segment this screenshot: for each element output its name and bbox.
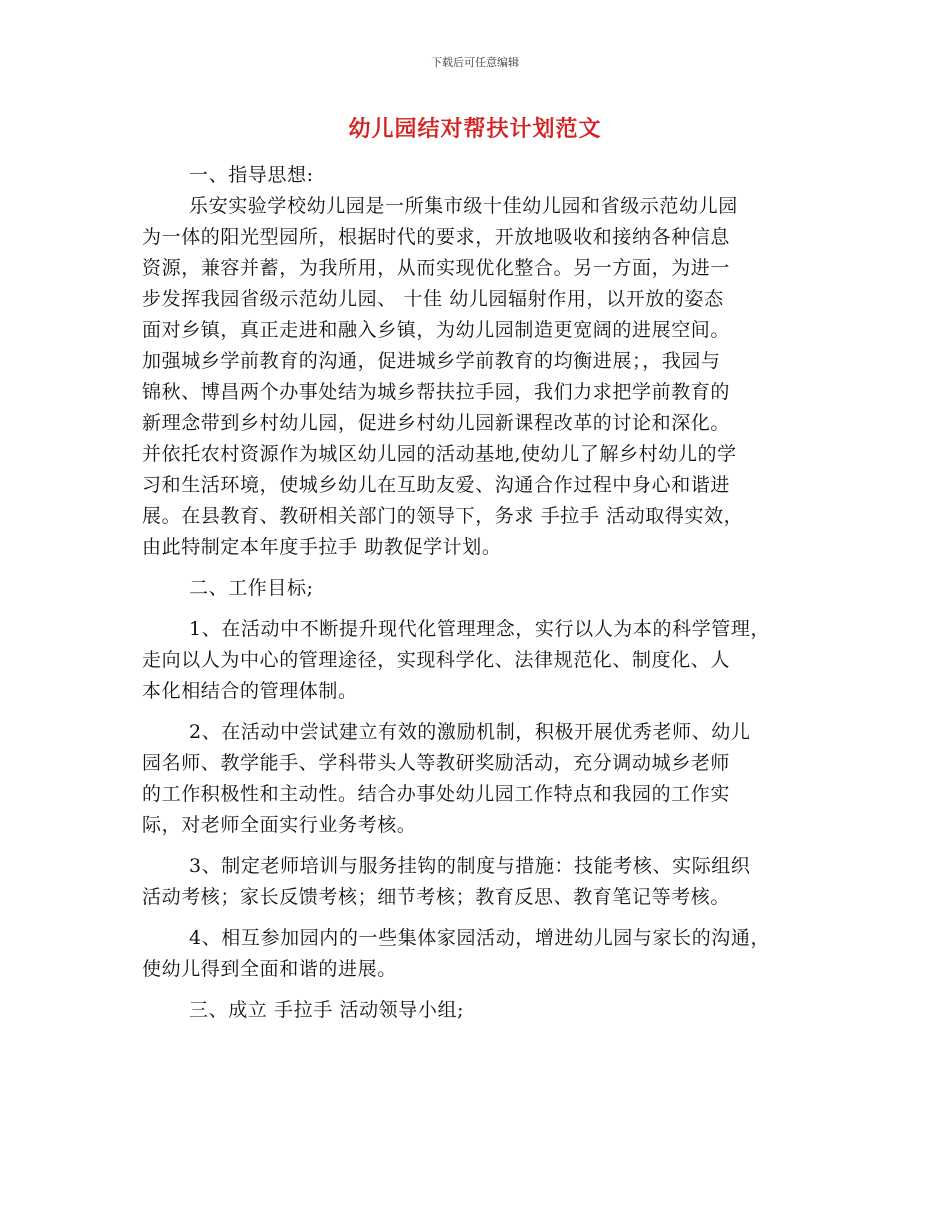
document-body — [142, 160, 822, 1026]
paragraph-line: 乐安实验学校幼儿园是一所集市级十佳幼儿园和省级示范幼儿园 — [189, 195, 738, 217]
list-item-line: 3、制定老师培训与服务挂钩的制度与措施：技能考核、实际组织 — [189, 855, 751, 877]
section-heading: 二、工作目标; — [189, 577, 314, 599]
list-item-line: 4、相互参加园内的一些集体家园活动，增进幼儿园与家长的沟通， — [189, 927, 771, 949]
paragraph-line: 习和生活环境，使城乡幼儿在互助友爱、沟通合作过程中身心和谐进 — [142, 474, 731, 496]
paragraph-line: 展。在县教育、教研相关部门的领导下，务求 手拉手 活动取得实效， — [142, 505, 744, 527]
list-item-line: 本化相结合的管理体制。 — [142, 680, 358, 702]
paragraph-line: 新理念带到乡村幼儿园，促进乡村幼儿园新课程改革的讨论和深化。 — [142, 412, 731, 434]
list-item-line: 际，对老师全面实行业务考核。 — [142, 814, 417, 836]
list-item-line: 园名师、教学能手、学科带头人等教研奖励活动，充分调动城乡老师 — [142, 752, 731, 774]
list-item-line: 使幼儿得到全面和谐的进展。 — [142, 958, 397, 980]
paragraph-line: 为一体的阳光型园所，根据时代的要求，开放地吸收和接纳各种信息 — [142, 226, 731, 248]
section-heading: 一、指导思想: — [189, 164, 314, 186]
paragraph-line: 由此特制定本年度手拉手 助教促学计划。 — [142, 536, 502, 558]
paragraph-line: 资源，兼容并蓄，为我所用，从而实现优化整合。另一方面，为进一 — [142, 257, 731, 279]
list-item-line: 2、在活动中尝试建立有效的激励机制，积极开展优秀老师、幼儿 — [189, 721, 751, 743]
paragraph-line: 并依托农村资源作为城区幼儿园的活动基地,使幼儿了解乡村幼儿的学 — [142, 443, 737, 465]
header-note: 下载后可任意编辑 — [431, 56, 519, 69]
paragraph-line: 步发挥我园省级示范幼儿园、 十佳 幼儿园辐射作用，以开放的姿态 — [142, 288, 724, 310]
section-heading: 三、成立 手拉手 活动领导小组; — [189, 999, 465, 1021]
paragraph-line: 加强城乡学前教育的沟通，促进城乡学前教育的均衡进展；，我园与 — [142, 350, 721, 372]
document-title: 幼儿园结对帮扶计划范文 — [348, 117, 602, 142]
paragraph-line: 面对乡镇，真正走进和融入乡镇，为幼儿园制造更宽阔的进展空间。 — [142, 319, 731, 341]
list-item-line: 的工作积极性和主动性。结合办事处幼儿园工作特点和我园的工作实 — [142, 783, 731, 805]
list-item-line: 1、在活动中不断提升现代化管理理念，实行以人为本的科学管理， — [189, 618, 771, 640]
list-item-line: 走向以人为中心的管理途径，实现科学化、法律规范化、制度化、人 — [142, 649, 731, 671]
paragraph-line: 锦秋、博昌两个办事处结为城乡帮扶拉手园，我们力求把学前教育的 — [142, 381, 731, 403]
list-item-line: 活动考核；家长反馈考核；细节考核；教育反思、教育笔记等考核。 — [142, 886, 731, 908]
